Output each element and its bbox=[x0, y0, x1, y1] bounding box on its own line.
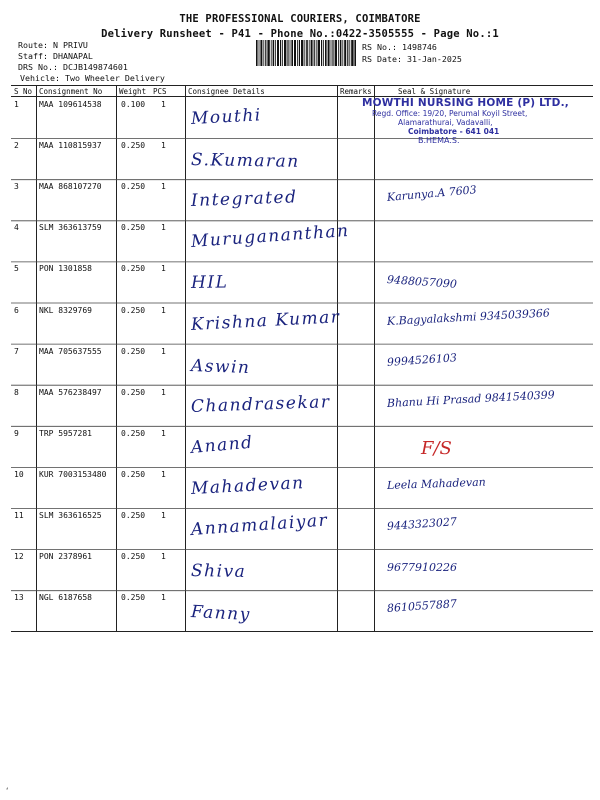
cell-sno: 4 bbox=[14, 223, 19, 233]
consignee-handwriting: Integrated bbox=[190, 187, 298, 212]
consignee-handwriting: Murugananthan bbox=[190, 221, 351, 253]
cell-sno: 8 bbox=[14, 387, 19, 397]
cell-weight: 0.250 bbox=[121, 428, 146, 438]
route-label: Route: N PRIVU bbox=[18, 40, 88, 50]
consignee-handwriting: Anand bbox=[190, 432, 255, 458]
runsheet-table bbox=[11, 85, 593, 632]
drs-label: DRS No.: DCJB149874601 bbox=[18, 62, 128, 72]
cell-consignment: PON 1301858 bbox=[39, 264, 92, 274]
nursing-home-stamp bbox=[362, 97, 592, 145]
cell-weight: 0.250 bbox=[121, 141, 146, 151]
consignee-handwriting: Aswin bbox=[190, 355, 251, 378]
consignee-handwriting: Mouthi bbox=[190, 105, 263, 129]
cell-weight: 0.250 bbox=[121, 387, 146, 397]
cell-sno: 5 bbox=[14, 264, 19, 274]
cell-weight: 0.250 bbox=[121, 264, 146, 274]
col-consignment: Consignment No bbox=[39, 87, 103, 96]
corner-mark: ‘ bbox=[5, 787, 10, 795]
signature-handwriting: Karunya.A 7603 bbox=[386, 183, 478, 205]
cell-sno: 7 bbox=[14, 346, 19, 356]
cell-pcs: 1 bbox=[161, 346, 166, 356]
cell-consignment: NGL 6187658 bbox=[39, 593, 92, 603]
cell-weight: 0.250 bbox=[121, 305, 146, 315]
stamp-line-5: B.HEMA.S. bbox=[418, 136, 460, 145]
staff-label: Staff: DHANAPAL bbox=[18, 51, 93, 61]
cell-sno: 3 bbox=[14, 182, 19, 192]
cell-consignment: PON 2378961 bbox=[39, 552, 92, 562]
stamp-line-2: Regd. Office: 19/20, Perumal Koyil Street, bbox=[372, 109, 528, 118]
cell-consignment: MAA 868107270 bbox=[39, 182, 102, 192]
rs-date-label: RS Date: 31-Jan-2025 bbox=[362, 54, 462, 64]
cell-pcs: 1 bbox=[161, 387, 166, 397]
cell-pcs: 1 bbox=[161, 264, 166, 274]
col-pcs: PCS bbox=[153, 87, 167, 96]
cell-pcs: 1 bbox=[161, 182, 166, 192]
cell-pcs: 1 bbox=[161, 469, 166, 479]
cell-sno: 11 bbox=[14, 511, 24, 520]
cell-consignment: SLM 363613759 bbox=[39, 223, 102, 233]
cell-sno: 10 bbox=[14, 469, 24, 479]
cell-consignment: MAA 576238497 bbox=[39, 387, 102, 397]
consignee-handwriting: Krishna Kumar bbox=[190, 306, 341, 335]
cell-consignment: MAA 109614538 bbox=[39, 100, 102, 109]
rs-no-label: RS No.: 1498746 bbox=[362, 42, 437, 52]
cell-pcs: 1 bbox=[161, 428, 166, 438]
table-grid bbox=[11, 85, 593, 632]
signature-handwriting: K.Bagyalakshmi 9345039366 bbox=[386, 305, 551, 328]
consignee-handwriting: Chandrasekar bbox=[190, 391, 331, 417]
col-seal: Seal & Signature bbox=[398, 87, 471, 96]
vehicle-label: Vehicle: Two Wheeler Delivery bbox=[20, 73, 165, 83]
cell-weight: 0.100 bbox=[121, 100, 146, 109]
stamp-line-3: Alamarathurai, Vadavalli, bbox=[398, 118, 493, 127]
signature-handwriting: F/S bbox=[421, 437, 452, 459]
col-sno: S No bbox=[14, 87, 33, 96]
consignee-handwriting: Fanny bbox=[190, 602, 252, 626]
cell-pcs: 1 bbox=[161, 223, 166, 233]
consignee-handwriting: Annamalaiyar bbox=[190, 510, 329, 540]
cell-weight: 0.250 bbox=[121, 346, 146, 356]
signature-handwriting: Bhanu Hi Prasad 9841540399 bbox=[386, 387, 556, 410]
col-consignee: Consignee Details bbox=[188, 87, 265, 96]
cell-pcs: 1 bbox=[161, 141, 166, 151]
stamp-line-4: Coimbatore - 641 041 bbox=[408, 127, 500, 136]
cell-consignment: MAA 110815937 bbox=[39, 141, 102, 151]
consignee-handwriting: Mahadevan bbox=[190, 472, 306, 499]
cell-weight: 0.250 bbox=[121, 511, 146, 520]
col-weight: Weight bbox=[119, 87, 147, 96]
col-remarks: Remarks bbox=[340, 87, 372, 96]
cell-weight: 0.250 bbox=[121, 182, 146, 192]
cell-consignment: TRP 5957281 bbox=[39, 428, 92, 438]
company-title: THE PROFESSIONAL COURIERS, COIMBATORE bbox=[179, 13, 421, 25]
cell-consignment: NKL 8329769 bbox=[39, 305, 92, 315]
cell-consignment: KUR 7003153480 bbox=[39, 469, 107, 479]
cell-pcs: 1 bbox=[161, 305, 166, 315]
cell-consignment: SLM 363616525 bbox=[39, 511, 102, 520]
signature-handwriting: Leela Mahadevan bbox=[386, 475, 486, 492]
cell-pcs: 1 bbox=[161, 511, 166, 520]
cell-sno: 9 bbox=[14, 428, 19, 438]
consignee-handwriting: HIL bbox=[190, 272, 229, 294]
cell-sno: 13 bbox=[14, 593, 24, 603]
signature-handwriting: 9488057090 bbox=[386, 273, 458, 292]
signature-handwriting: 9677910226 bbox=[387, 561, 457, 575]
signature-handwriting: 9994526103 bbox=[386, 350, 458, 369]
cell-weight: 0.250 bbox=[121, 223, 146, 233]
consignee-handwriting: S.Kumaran bbox=[190, 150, 300, 172]
consignee-handwriting: Shiva bbox=[190, 561, 247, 583]
signature-handwriting: 9443323027 bbox=[386, 515, 458, 533]
cell-consignment: MAA 705637555 bbox=[39, 346, 102, 356]
cell-weight: 0.250 bbox=[121, 552, 146, 562]
signature-handwriting: 8610557887 bbox=[386, 597, 458, 616]
cell-weight: 0.250 bbox=[121, 593, 146, 603]
runsheet-title: Delivery Runsheet - P41 - Phone No.:0422-3505555 - Page No.:1 bbox=[101, 28, 499, 40]
barcode-icon bbox=[256, 40, 356, 66]
cell-pcs: 1 bbox=[161, 100, 166, 109]
cell-sno: 1 bbox=[14, 100, 19, 109]
cell-weight: 0.250 bbox=[121, 469, 146, 479]
cell-pcs: 1 bbox=[161, 593, 166, 603]
cell-sno: 2 bbox=[14, 141, 19, 151]
cell-sno: 12 bbox=[14, 552, 24, 562]
cell-sno: 6 bbox=[14, 305, 19, 315]
cell-pcs: 1 bbox=[161, 552, 166, 562]
stamp-line-1: MOWTHI NURSING HOME (P) LTD., bbox=[362, 97, 569, 109]
